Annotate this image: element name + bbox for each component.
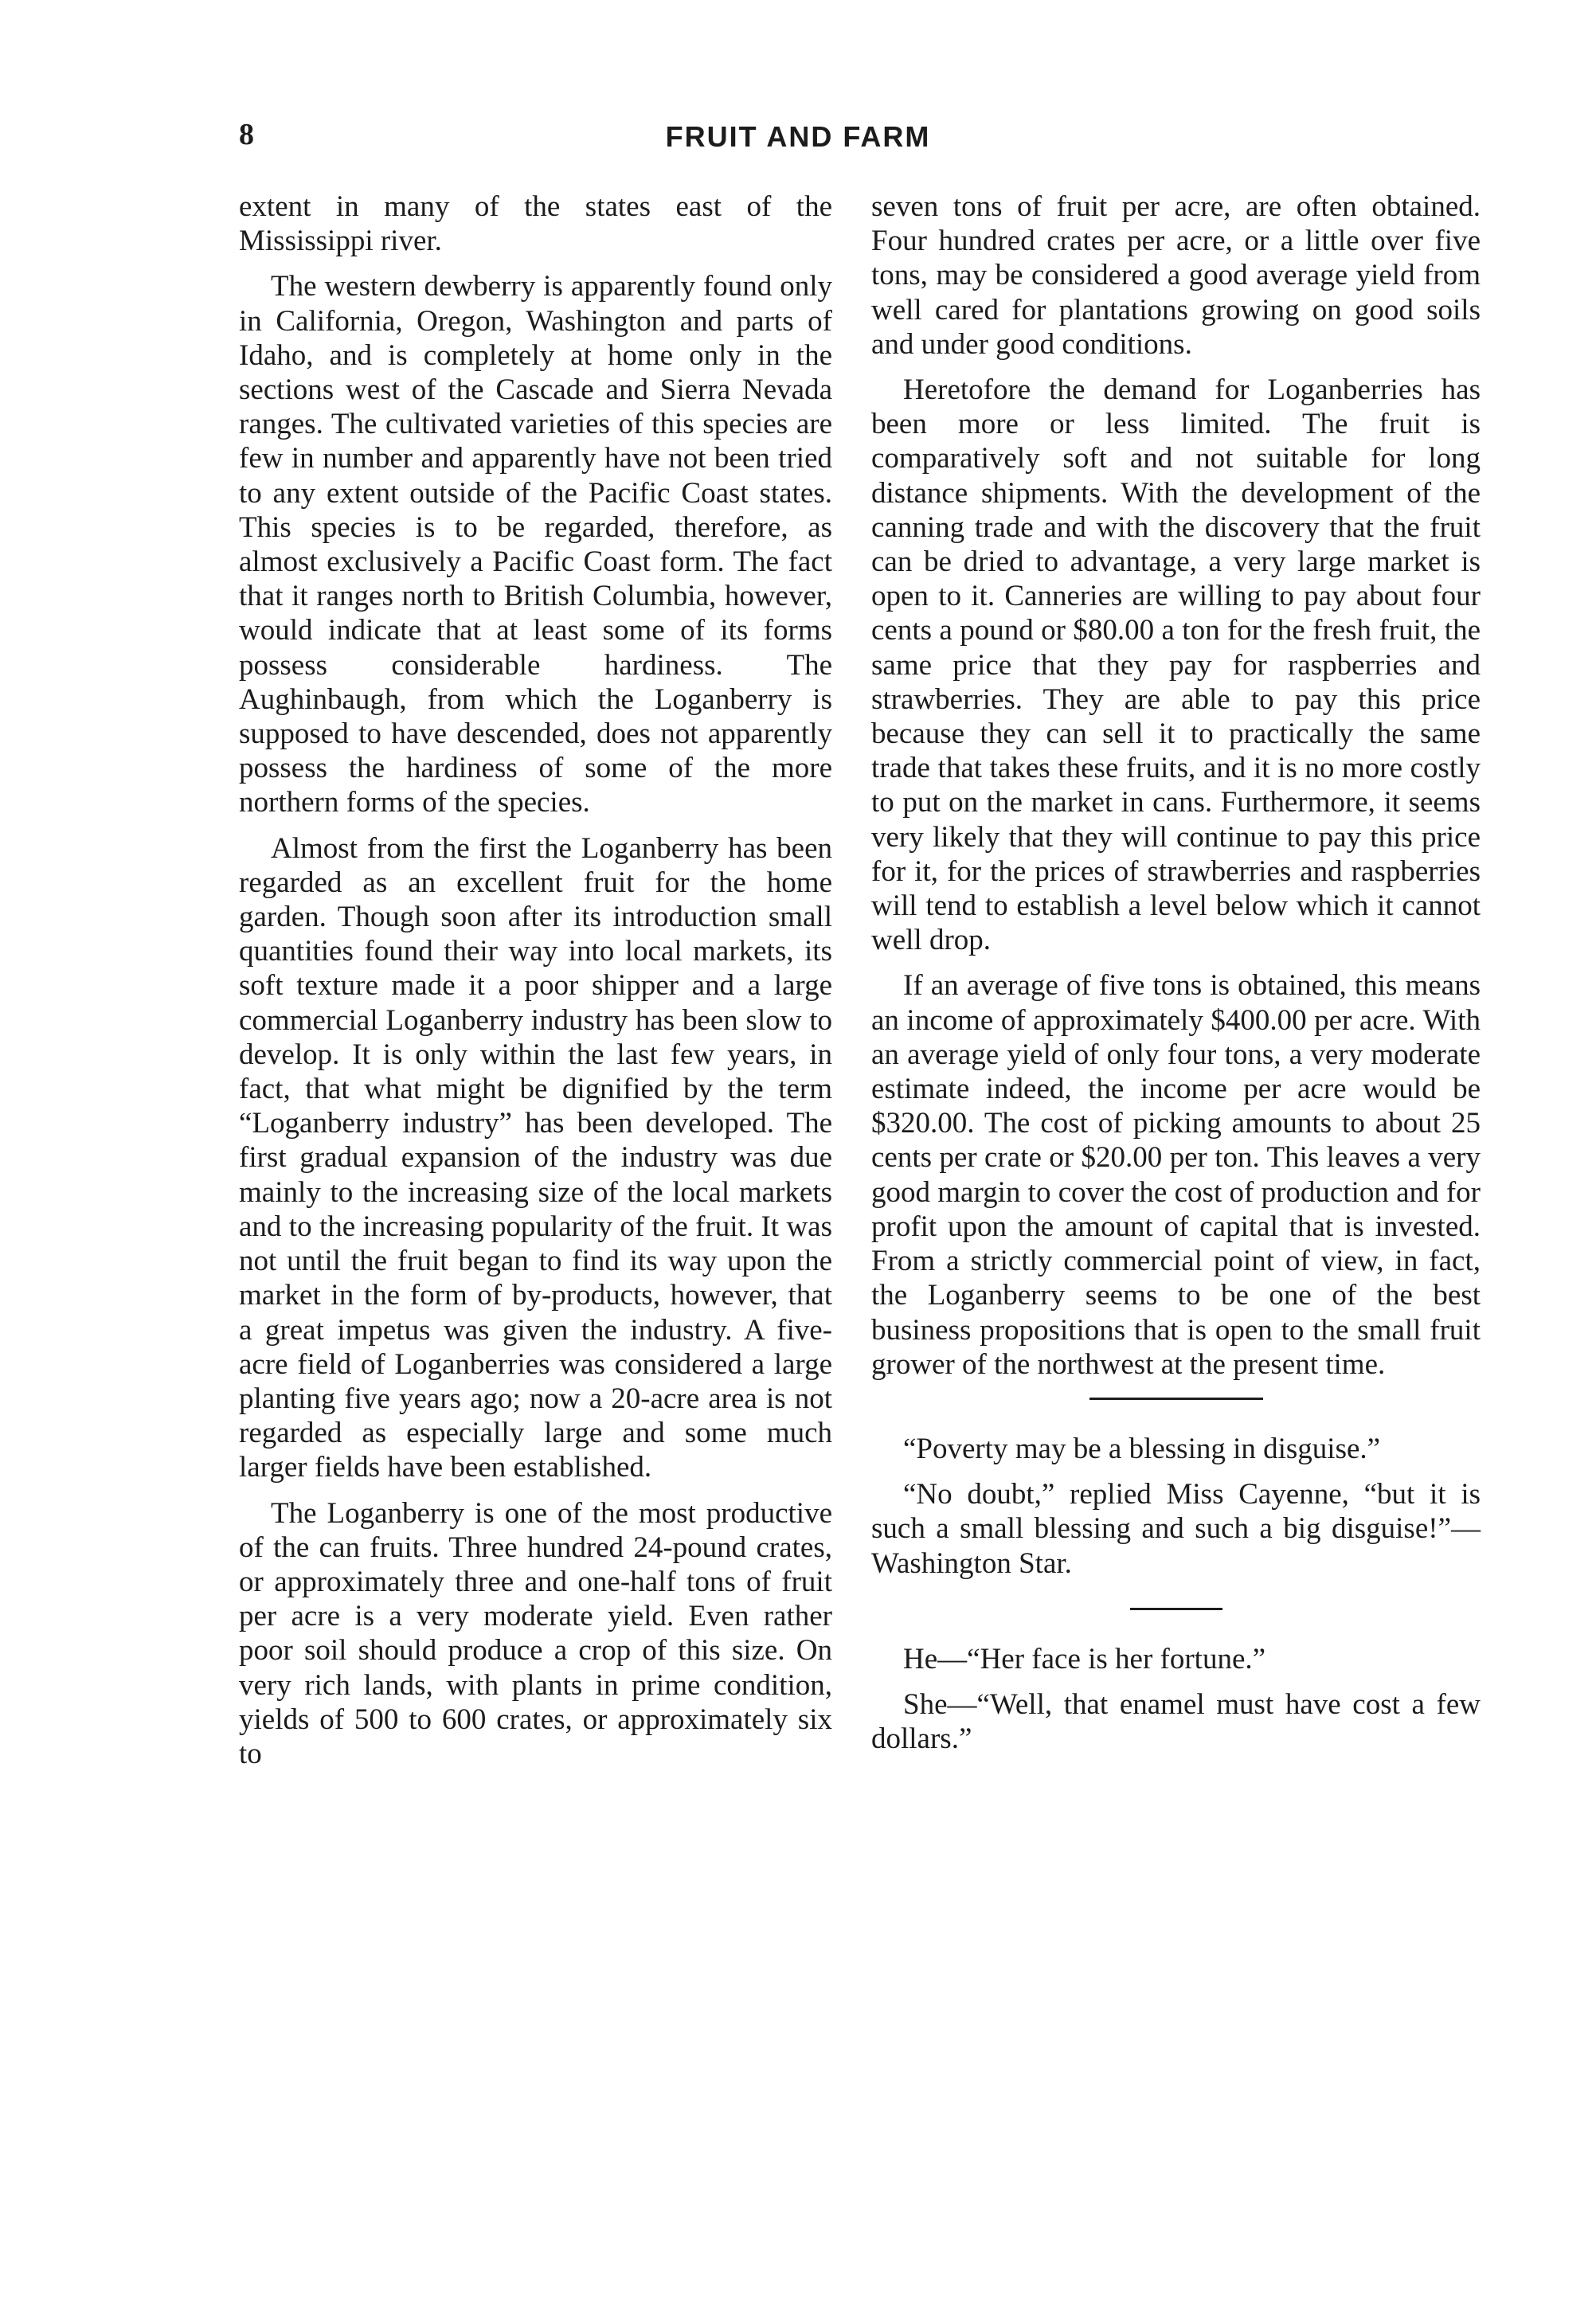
paragraph: extent in many of the states east of the Mississippi river.	[239, 190, 832, 258]
joke-line: “Poverty may be a blessing in disguise.”	[903, 1432, 1381, 1465]
paragraph: Heretofore the demand for Loganberries has been more or less limited. The fruit is comparatively soft and not suitable for long distance shipments. With the development of the canning trade and with the discovery that the fruit can be dried to advantage, a very large market is open to it. Canneries are willing to pay about four cents a pound or $80.00 a ton for the fresh fruit, the same price that they pay for raspberries and strawberries. They are able to pay this price because they can sell it to practically the same trade that takes these fruits, and it is no more costly to put on the market in cans. Furthermore, it seems very likely that they will continue to pay this price for it, for the prices of strawberries and raspberries will tend to establish a level below which it cannot well drop.	[871, 373, 1481, 957]
joke-line: “No doubt,” replied Miss Cayenne, “but it is such a small blessing and such a big disguise!”—Washington Star.	[871, 1478, 1481, 1580]
paragraph: The Loganberry is one of the most productive of the can fruits. Three hundred 24-pound crates, or approximately three and one-half tons of fruit per acre is a very moderate yield. Even rather poor soil should produce a crop of this size. On very rich lands, with plants in prime condition, yields of 500 to 600 crates, or approximately six to	[239, 1496, 832, 1770]
page-number: 8	[239, 118, 254, 151]
joke-line: She—“Well, that enamel must have cost a few dollars.”	[871, 1687, 1481, 1756]
paragraph: Almost from the first the Loganberry has been regarded as an excellent fruit for the home garden. Though soon after its introduction small quantities found their way into local markets, its soft texture made it a poor shipper and a large commercial Loganberry industry has been slow to develop. It is only within the last few years, in fact, that what might be dignified by the term “Loganberry industry” has been developed. The first gradual expansion of the industry was due mainly to the increasing size of the local markets and to the increasing popularity of the fruit. It was not until the fruit began to find its way upon the market in the form of by-products, however, that a great impetus was given the industry. A five-acre field of Loganberries was considered a large planting five years ago; now a 20-acre area is not regarded as especially large and some much larger fields have been established.	[239, 831, 832, 1484]
running-head: FRUIT AND FARM	[665, 120, 931, 153]
paragraph: seven tons of fruit per acre, are often obtained. Four hundred crates per acre, or a little over five tons, may be considered a good average yield from well cared for plantations growing on good soils and under good conditions.	[871, 190, 1481, 361]
paragraph: If an average of five tons is obtained, this means an income of approximately $400.00 per acre. With an average yield of only four tons, a very moderate estimate indeed, the income per acre would be $320.00. The cost of picking amounts to about 25 cents per crate or $20.00 per ton. This leaves a very good margin to cover the cost of production and for profit upon the amount of capital that is invested. From a strictly commercial point of view, in fact, the Loganberry seems to be one of the best business propositions that is open to the small fruit grower of the northwest at the present time.	[871, 969, 1481, 1381]
paragraph: The western dewberry is apparently found only in California, Oregon, Washington and parts of Idaho, and is completely at home only in the sections west of the Cascade and Sierra Nevada ranges. The cultivated varieties of this species are few in number and apparently have not been tried to any extent outside of the Pacific Coast states. This species is to be regarded, therefore, as almost exclusively a Pacific Coast form. The fact that it ranges north to British Columbia, however, would indicate that at least some of its forms possess considerable hardiness. The Aughinbaugh, from which the Loganberry is supposed to have descended, does not apparently possess the hardiness of some of the more northern forms of the species.	[239, 270, 832, 819]
section-divider	[1130, 1608, 1222, 1610]
joke-line: He—“Her face is her fortune.”	[903, 1642, 1266, 1675]
section-divider	[1089, 1398, 1263, 1400]
right-column	[871, 190, 1481, 1767]
left-column	[239, 190, 832, 1782]
